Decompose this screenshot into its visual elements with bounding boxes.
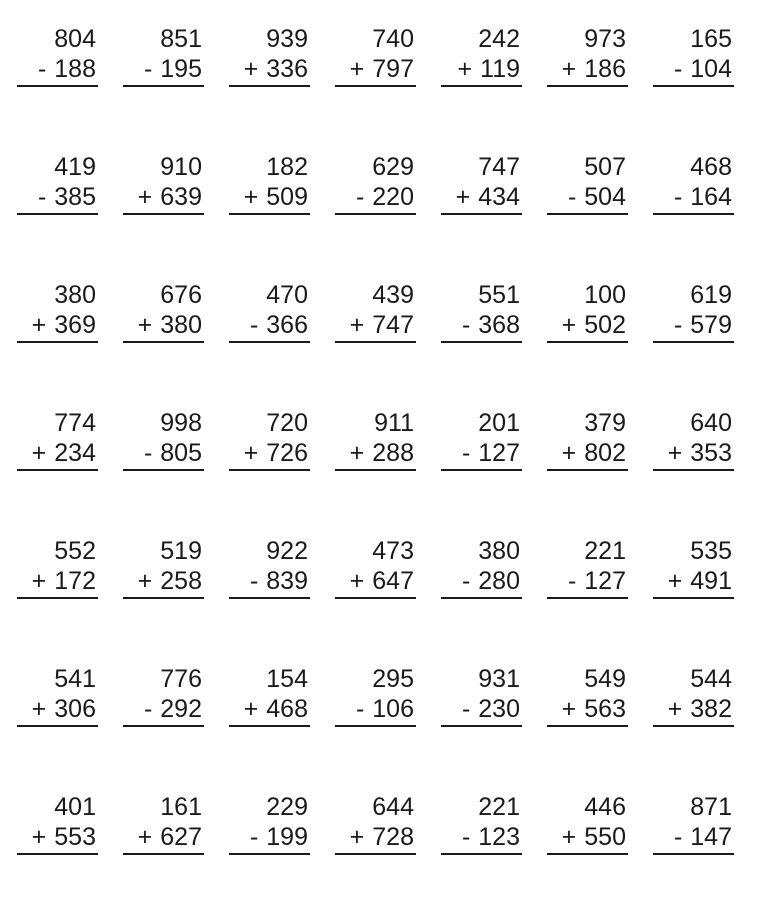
operator-row	[350, 822, 414, 852]
operator-row	[38, 182, 96, 212]
problem-r4-c6	[547, 408, 628, 470]
bottom-number: 127	[478, 439, 520, 467]
operator-row	[244, 182, 308, 212]
operator-row	[32, 694, 96, 724]
answer-line	[335, 341, 416, 343]
problem-r7-c3	[229, 792, 310, 854]
operator-sign: -	[143, 439, 153, 467]
top-number: 551	[478, 281, 520, 309]
top-number: 619	[690, 281, 732, 309]
problem-r4-c5	[441, 408, 522, 470]
problem-r3-c7	[653, 280, 734, 342]
top-number: 640	[690, 409, 732, 437]
bottom-number: 366	[266, 311, 308, 339]
operator-row	[668, 694, 732, 724]
answer-line	[229, 213, 310, 215]
bottom-number: 369	[54, 311, 96, 339]
operator-sign: +	[243, 55, 259, 83]
operator-sign: +	[137, 311, 153, 339]
top-number: 535	[690, 537, 732, 565]
operator-row	[462, 438, 520, 468]
answer-line	[335, 469, 416, 471]
answer-line	[123, 597, 204, 599]
top-number: 776	[160, 665, 202, 693]
operator-row	[462, 822, 520, 852]
bottom-number: 123	[478, 823, 520, 851]
operator-sign: -	[249, 567, 259, 595]
problem-r1-c5	[441, 24, 522, 86]
problem-r7-c5	[441, 792, 522, 854]
operator-sign: -	[461, 823, 471, 851]
operator-sign: -	[143, 695, 153, 723]
problem-r2-c2	[123, 152, 204, 214]
operator-row	[250, 566, 308, 596]
top-number: 851	[160, 25, 202, 53]
operator-sign: -	[143, 55, 153, 83]
bottom-number: 188	[54, 55, 96, 83]
bottom-number: 258	[160, 567, 202, 595]
operator-row	[144, 438, 202, 468]
top-number: 100	[584, 281, 626, 309]
top-number: 221	[584, 537, 626, 565]
top-number: 468	[690, 153, 732, 181]
operator-sign: +	[561, 695, 577, 723]
answer-line	[547, 725, 628, 727]
operator-sign: -	[249, 823, 259, 851]
operator-row	[668, 566, 732, 596]
problem-r5-c6	[547, 536, 628, 598]
operator-row	[562, 822, 626, 852]
problem-r3-c3	[229, 280, 310, 342]
top-number: 740	[372, 25, 414, 53]
problem-r7-c7	[653, 792, 734, 854]
answer-line	[17, 341, 98, 343]
problem-r5-c3	[229, 536, 310, 598]
problem-r2-c4	[335, 152, 416, 214]
bottom-number: 172	[54, 567, 96, 595]
top-number: 973	[584, 25, 626, 53]
operator-sign: -	[461, 311, 471, 339]
operator-sign: +	[31, 567, 47, 595]
bottom-number: 553	[54, 823, 96, 851]
operator-sign: -	[461, 567, 471, 595]
bottom-number: 839	[266, 567, 308, 595]
bottom-number: 647	[372, 567, 414, 595]
problem-r7-c4	[335, 792, 416, 854]
answer-line	[335, 725, 416, 727]
problem-r6-c4	[335, 664, 416, 726]
operator-sign: +	[31, 439, 47, 467]
answer-line	[123, 85, 204, 87]
operator-row	[250, 822, 308, 852]
bottom-number: 504	[584, 183, 626, 211]
operator-sign: -	[355, 695, 365, 723]
answer-line	[17, 725, 98, 727]
operator-row	[138, 310, 202, 340]
problem-r6-c7	[653, 664, 734, 726]
answer-line	[653, 597, 734, 599]
answer-line	[441, 597, 522, 599]
problem-r5-c4	[335, 536, 416, 598]
top-number: 161	[160, 793, 202, 821]
problem-r1-c1	[17, 24, 98, 86]
operator-row	[32, 310, 96, 340]
problem-r6-c6	[547, 664, 628, 726]
bottom-number: 230	[478, 695, 520, 723]
operator-sign: -	[673, 55, 683, 83]
answer-line	[653, 469, 734, 471]
operator-sign: +	[243, 183, 259, 211]
operator-sign: +	[561, 55, 577, 83]
operator-sign: +	[31, 311, 47, 339]
operator-row	[674, 822, 732, 852]
operator-row	[250, 310, 308, 340]
answer-line	[123, 341, 204, 343]
bottom-number: 434	[478, 183, 520, 211]
operator-sign: +	[561, 311, 577, 339]
bottom-number: 288	[372, 439, 414, 467]
operator-row	[32, 566, 96, 596]
operator-sign: -	[249, 311, 259, 339]
answer-line	[123, 853, 204, 855]
operator-sign: -	[37, 183, 47, 211]
operator-sign: +	[667, 695, 683, 723]
answer-line	[441, 213, 522, 215]
top-number: 910	[160, 153, 202, 181]
top-number: 201	[478, 409, 520, 437]
bottom-number: 468	[266, 695, 308, 723]
operator-sign: -	[355, 183, 365, 211]
top-number: 939	[266, 25, 308, 53]
operator-sign: +	[349, 567, 365, 595]
operator-sign: -	[673, 183, 683, 211]
operator-row	[350, 310, 414, 340]
top-number: 544	[690, 665, 732, 693]
bottom-number: 234	[54, 439, 96, 467]
answer-line	[229, 469, 310, 471]
answer-line	[17, 597, 98, 599]
answer-line	[17, 469, 98, 471]
bottom-number: 509	[266, 183, 308, 211]
answer-line	[441, 853, 522, 855]
top-number: 380	[54, 281, 96, 309]
bottom-number: 726	[266, 439, 308, 467]
operator-row	[668, 438, 732, 468]
operator-sign: +	[667, 567, 683, 595]
bottom-number: 502	[584, 311, 626, 339]
operator-row	[138, 822, 202, 852]
operator-row	[350, 566, 414, 596]
operator-row	[350, 438, 414, 468]
answer-line	[441, 85, 522, 87]
bottom-number: 164	[690, 183, 732, 211]
answer-line	[229, 85, 310, 87]
problem-r2-c6	[547, 152, 628, 214]
top-number: 182	[266, 153, 308, 181]
top-number: 154	[266, 665, 308, 693]
problem-r4-c7	[653, 408, 734, 470]
operator-sign: +	[137, 823, 153, 851]
operator-row	[562, 438, 626, 468]
bottom-number: 336	[266, 55, 308, 83]
top-number: 552	[54, 537, 96, 565]
operator-row	[456, 182, 520, 212]
top-number: 922	[266, 537, 308, 565]
answer-line	[547, 213, 628, 215]
operator-row	[356, 694, 414, 724]
answer-line	[547, 597, 628, 599]
top-number: 644	[372, 793, 414, 821]
answer-line	[547, 853, 628, 855]
answer-line	[653, 725, 734, 727]
answer-line	[17, 853, 98, 855]
top-number: 629	[372, 153, 414, 181]
answer-line	[441, 469, 522, 471]
top-number: 439	[372, 281, 414, 309]
operator-sign: +	[349, 823, 365, 851]
operator-sign: -	[461, 695, 471, 723]
operator-row	[568, 182, 626, 212]
problem-r5-c2	[123, 536, 204, 598]
problem-r1-c2	[123, 24, 204, 86]
answer-line	[229, 725, 310, 727]
problem-r3-c4	[335, 280, 416, 342]
answer-line	[441, 341, 522, 343]
answer-line	[229, 597, 310, 599]
operator-sign: -	[461, 439, 471, 467]
answer-line	[123, 725, 204, 727]
bottom-number: 805	[160, 439, 202, 467]
problem-r4-c2	[123, 408, 204, 470]
top-number: 507	[584, 153, 626, 181]
operator-row	[356, 182, 414, 212]
top-number: 676	[160, 281, 202, 309]
answer-line	[17, 85, 98, 87]
bottom-number: 368	[478, 311, 520, 339]
operator-row	[562, 310, 626, 340]
answer-line	[123, 469, 204, 471]
bottom-number: 147	[690, 823, 732, 851]
top-number: 931	[478, 665, 520, 693]
top-number: 380	[478, 537, 520, 565]
bottom-number: 127	[584, 567, 626, 595]
operator-sign: +	[243, 439, 259, 467]
top-number: 720	[266, 409, 308, 437]
operator-row	[350, 54, 414, 84]
operator-sign: +	[31, 823, 47, 851]
operator-row	[462, 694, 520, 724]
problem-r6-c1	[17, 664, 98, 726]
answer-line	[335, 597, 416, 599]
operator-row	[144, 694, 202, 724]
bottom-number: 797	[372, 55, 414, 83]
operator-row	[144, 54, 202, 84]
top-number: 871	[690, 793, 732, 821]
problem-r6-c3	[229, 664, 310, 726]
bottom-number: 220	[372, 183, 414, 211]
bottom-number: 353	[690, 439, 732, 467]
top-number: 221	[478, 793, 520, 821]
operator-sign: +	[243, 695, 259, 723]
operator-row	[562, 694, 626, 724]
problem-r7-c1	[17, 792, 98, 854]
operator-row	[244, 438, 308, 468]
top-number: 379	[584, 409, 626, 437]
problem-r3-c1	[17, 280, 98, 342]
answer-line	[653, 853, 734, 855]
problem-r1-c3	[229, 24, 310, 86]
bottom-number: 747	[372, 311, 414, 339]
problem-r5-c7	[653, 536, 734, 598]
bottom-number: 563	[584, 695, 626, 723]
operator-sign: +	[349, 55, 365, 83]
problem-r7-c2	[123, 792, 204, 854]
top-number: 911	[374, 409, 414, 437]
problem-r2-c5	[441, 152, 522, 214]
problem-r4-c4	[335, 408, 416, 470]
operator-row	[244, 54, 308, 84]
operator-row	[674, 54, 732, 84]
bottom-number: 104	[690, 55, 732, 83]
operator-sign: +	[137, 183, 153, 211]
operator-sign: -	[673, 823, 683, 851]
operator-row	[674, 310, 732, 340]
problem-r2-c1	[17, 152, 98, 214]
bottom-number: 491	[690, 567, 732, 595]
operator-sign: +	[31, 695, 47, 723]
bottom-number: 292	[160, 695, 202, 723]
bottom-number: 280	[478, 567, 520, 595]
top-number: 165	[690, 25, 732, 53]
answer-line	[335, 853, 416, 855]
bottom-number: 306	[54, 695, 96, 723]
operator-row	[462, 310, 520, 340]
top-number: 519	[160, 537, 202, 565]
operator-sign: +	[667, 439, 683, 467]
operator-sign: +	[349, 311, 365, 339]
problem-r6-c5	[441, 664, 522, 726]
bottom-number: 382	[690, 695, 732, 723]
operator-sign: +	[561, 439, 577, 467]
operator-sign: +	[137, 567, 153, 595]
bottom-number: 385	[54, 183, 96, 211]
bottom-number: 106	[372, 695, 414, 723]
answer-line	[229, 341, 310, 343]
operator-sign: +	[349, 439, 365, 467]
answer-line	[653, 341, 734, 343]
answer-line	[547, 469, 628, 471]
top-number: 804	[54, 25, 96, 53]
answer-line	[229, 853, 310, 855]
operator-row	[462, 566, 520, 596]
problem-r5-c5	[441, 536, 522, 598]
top-number: 747	[478, 153, 520, 181]
answer-line	[547, 85, 628, 87]
bottom-number: 380	[160, 311, 202, 339]
problem-r3-c2	[123, 280, 204, 342]
operator-sign: -	[567, 183, 577, 211]
bottom-number: 802	[584, 439, 626, 467]
answer-line	[653, 213, 734, 215]
problem-r4-c1	[17, 408, 98, 470]
operator-row	[38, 54, 96, 84]
operator-sign: +	[561, 823, 577, 851]
top-number: 473	[372, 537, 414, 565]
problem-r7-c6	[547, 792, 628, 854]
operator-row	[244, 694, 308, 724]
operator-row	[458, 54, 520, 84]
answer-line	[335, 213, 416, 215]
bottom-number: 199	[266, 823, 308, 851]
operator-row	[138, 566, 202, 596]
top-number: 998	[160, 409, 202, 437]
top-number: 242	[478, 25, 520, 53]
problem-r1-c7	[653, 24, 734, 86]
top-number: 229	[266, 793, 308, 821]
top-number: 446	[584, 793, 626, 821]
problem-r2-c3	[229, 152, 310, 214]
bottom-number: 639	[160, 183, 202, 211]
bottom-number: 550	[584, 823, 626, 851]
operator-sign: -	[37, 55, 47, 83]
problem-r5-c1	[17, 536, 98, 598]
top-number: 470	[266, 281, 308, 309]
top-number: 401	[54, 793, 96, 821]
problem-r1-c4	[335, 24, 416, 86]
top-number: 549	[584, 665, 626, 693]
operator-sign: -	[567, 567, 577, 595]
bottom-number: 119	[480, 55, 520, 83]
answer-line	[17, 213, 98, 215]
bottom-number: 186	[584, 55, 626, 83]
answer-line	[335, 85, 416, 87]
problem-r1-c6	[547, 24, 628, 86]
problem-r3-c6	[547, 280, 628, 342]
top-number: 419	[54, 153, 96, 181]
answer-line	[123, 213, 204, 215]
bottom-number: 627	[160, 823, 202, 851]
operator-row	[568, 566, 626, 596]
problem-r4-c3	[229, 408, 310, 470]
operator-row	[674, 182, 732, 212]
answer-line	[441, 725, 522, 727]
operator-row	[32, 822, 96, 852]
operator-row	[32, 438, 96, 468]
operator-row	[562, 54, 626, 84]
top-number: 774	[54, 409, 96, 437]
bottom-number: 195	[160, 55, 202, 83]
answer-line	[547, 341, 628, 343]
operator-row	[138, 182, 202, 212]
operator-sign: +	[457, 55, 473, 83]
problem-r3-c5	[441, 280, 522, 342]
bottom-number: 579	[690, 311, 732, 339]
top-number: 295	[372, 665, 414, 693]
operator-sign: +	[455, 183, 471, 211]
bottom-number: 728	[372, 823, 414, 851]
problem-r6-c2	[123, 664, 204, 726]
problem-r2-c7	[653, 152, 734, 214]
operator-sign: -	[673, 311, 683, 339]
top-number: 541	[54, 665, 96, 693]
answer-line	[653, 85, 734, 87]
